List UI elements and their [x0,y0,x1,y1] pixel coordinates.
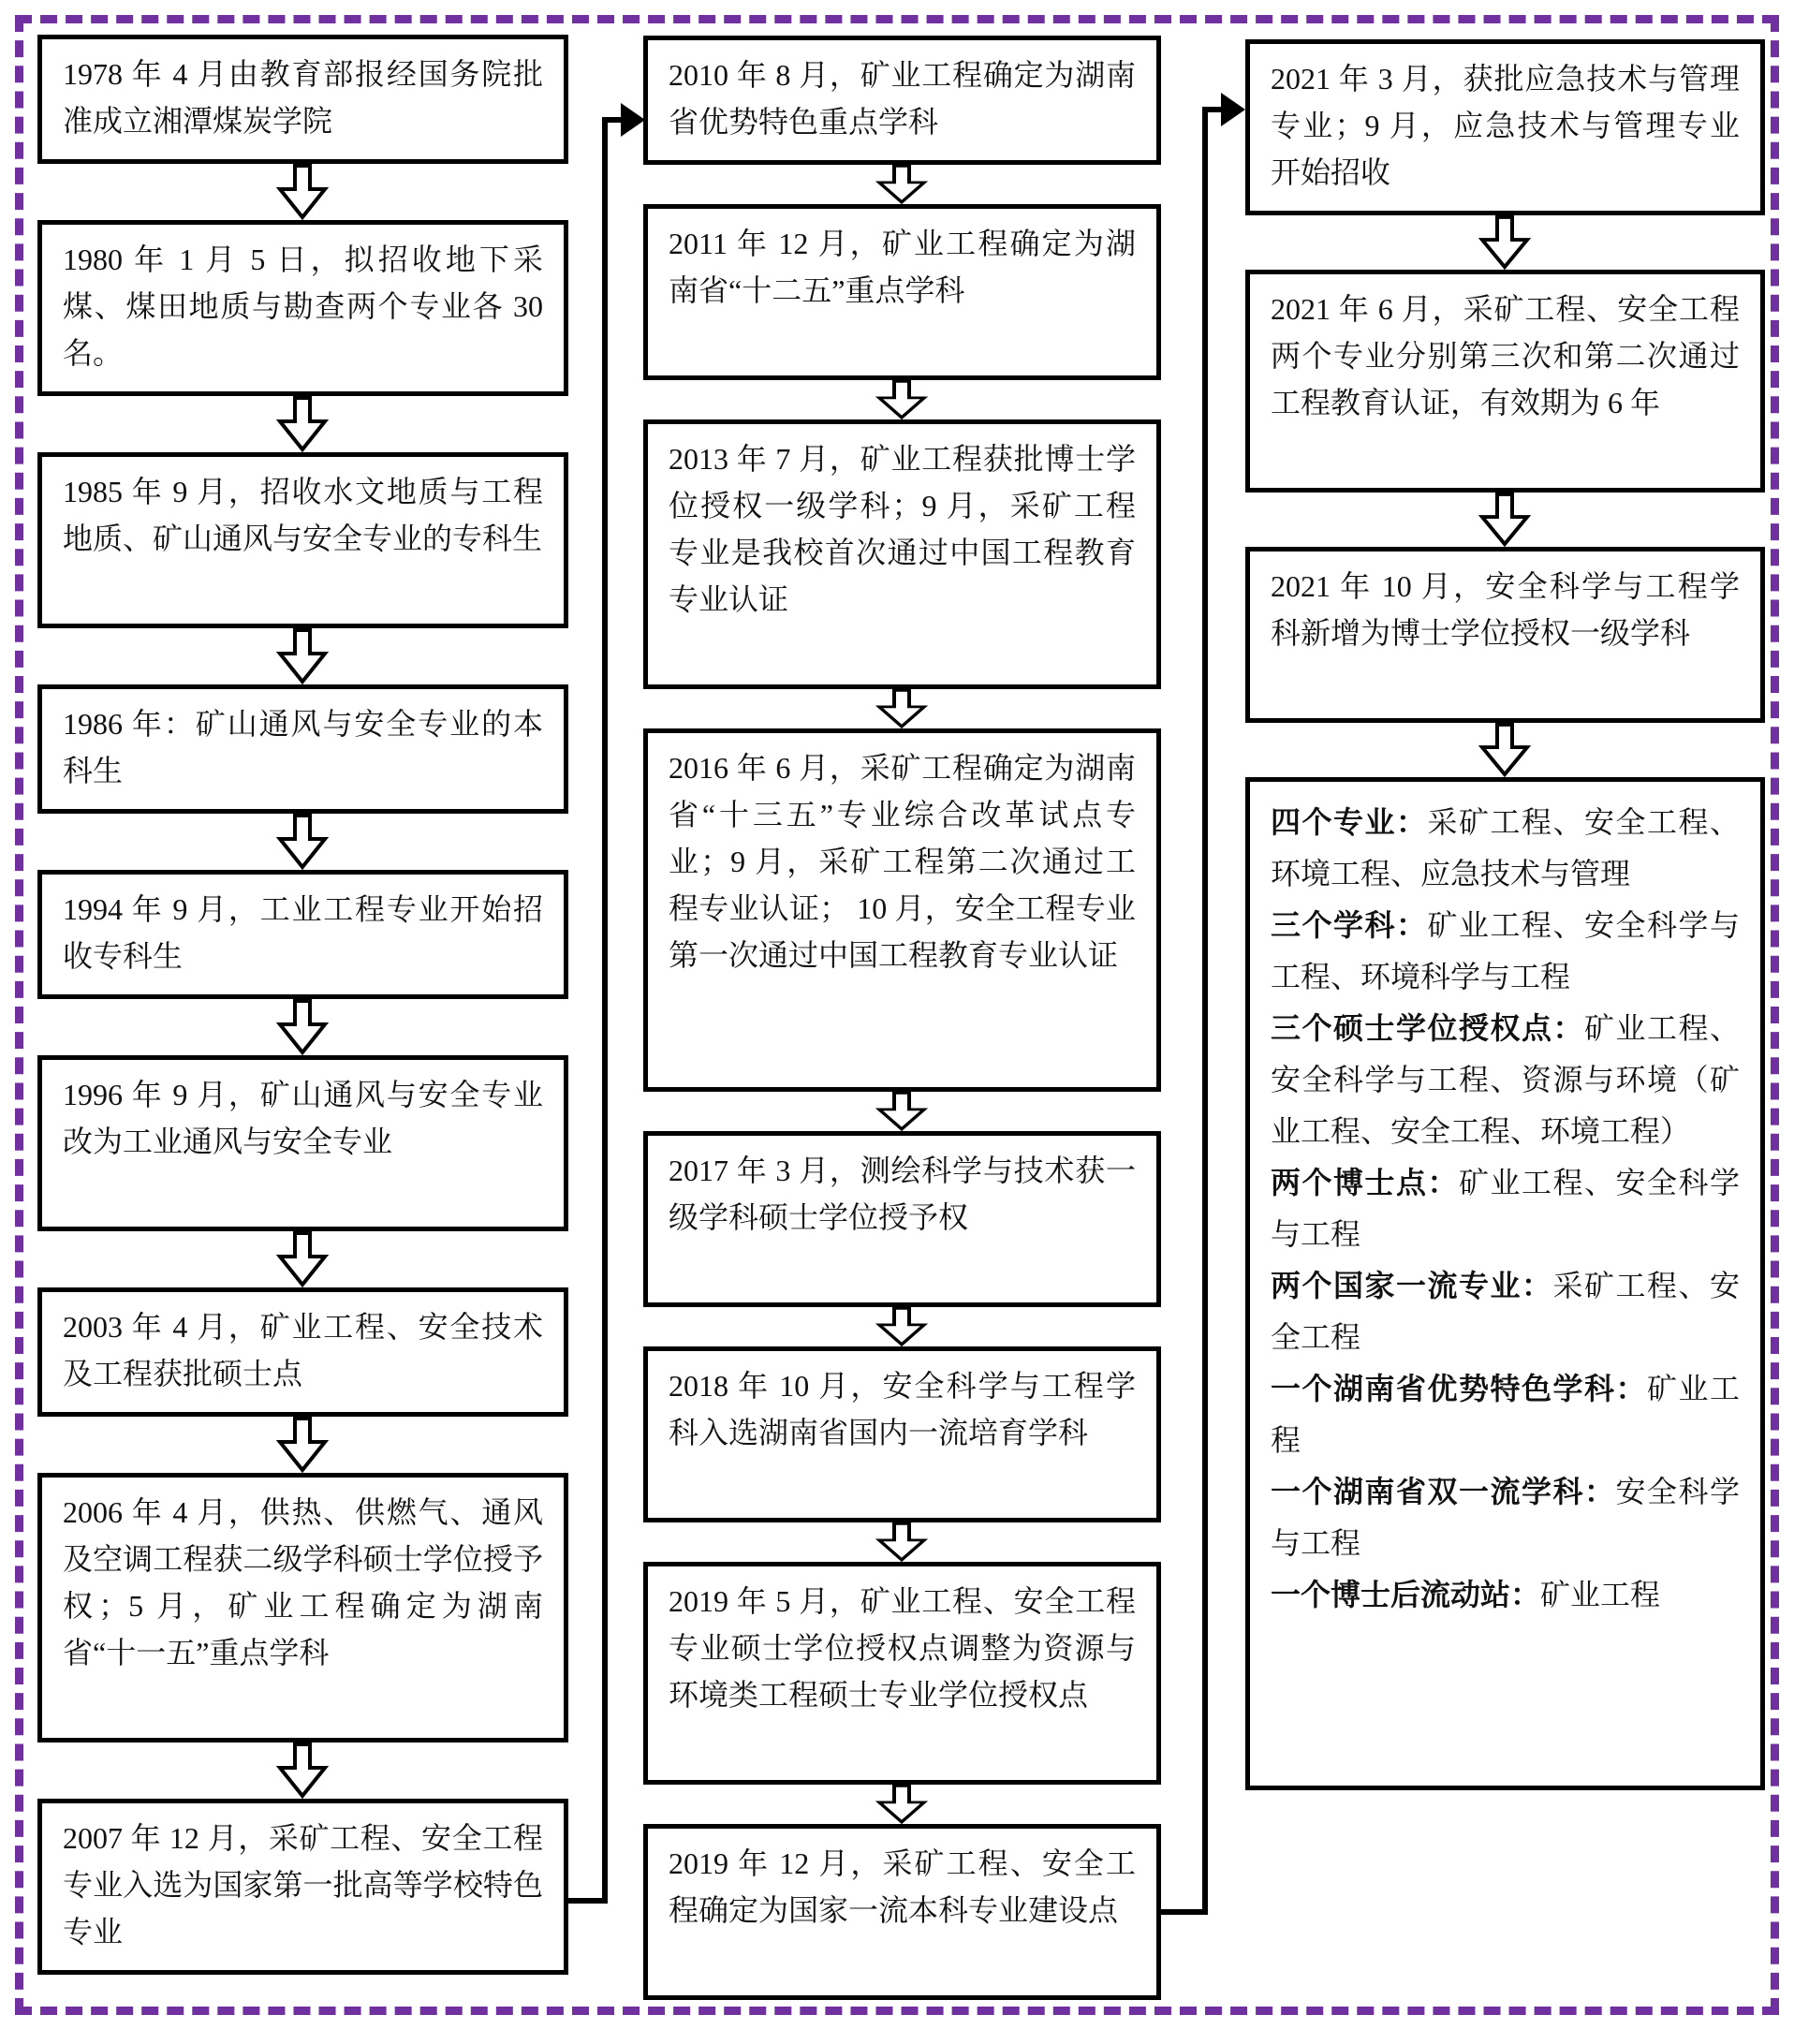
down-arrow-icon [875,380,928,419]
connector-left-to-middle-vertical [602,117,608,1904]
summary-label: 四个专业： [1271,805,1428,839]
summary-label: 两个博士点： [1271,1166,1459,1199]
summary-text: 矿业工程 [1540,1578,1661,1611]
down-arrow-icon [1478,493,1531,547]
right-arrowhead-icon [621,103,645,137]
summary-item [1271,1363,1740,1466]
down-arrow-icon [276,1417,329,1473]
event-box-2021-10: 2021 年 10 月，安全科学与工程学科新增为博士学位授权一级学科 [1245,547,1765,723]
summary-item [1271,797,1740,900]
event-box-2018: 2018 年 10 月，安全科学与工程学科入选湖南省国内一流培育学科 [643,1346,1161,1522]
event-box-2013: 2013 年 7 月，矿业工程获批博士学位授权一级学科；9 月，采矿工程专业是我校首次通过中国工程教育专业认证 [643,419,1161,689]
summary-box [1245,777,1765,1790]
event-box-1986: 1986 年：矿山通风与安全专业的本科生 [37,684,568,814]
summary-item [1271,1466,1740,1569]
summary-text: 采矿工程、安全工程、环境工程、应急技术与管理 [1271,805,1740,890]
summary-item [1271,900,1740,1003]
summary-text: 采矿工程、安全工程 [1271,1269,1740,1354]
event-box-2019-12: 2019 年 12 月，采矿工程、安全工程确定为国家一流本科专业建设点 [643,1824,1161,2000]
summary-text: 矿业工程、安全科学与工程、环境科学与工程 [1271,908,1740,993]
event-box-2010: 2010 年 8 月，矿业工程确定为湖南省优势特色重点学科 [643,36,1161,165]
down-arrow-icon [875,689,928,728]
down-arrow-icon [875,1307,928,1346]
down-arrow-icon [875,1092,928,1131]
down-arrow-icon [276,164,329,220]
event-box-2017: 2017 年 3 月，测绘科学与技术获一级学科硕士学位授予权 [643,1131,1161,1307]
connector-middle-to-right-bottom [1161,1909,1208,1915]
event-box-2011: 2011 年 12 月，矿业工程确定为湖南省“十二五”重点学科 [643,204,1161,380]
down-arrow-icon [276,999,329,1055]
event-box-2021-03: 2021 年 3 月，获批应急技术与管理专业；9 月，应急技术与管理专业开始招收 [1245,39,1765,215]
down-arrow-icon [1478,723,1531,777]
down-arrow-icon [1478,215,1531,270]
event-box-1996: 1996 年 9 月，矿山通风与安全专业改为工业通风与安全专业 [37,1055,568,1231]
summary-text: 矿业工程、安全科学与工程、资源与环境（矿业工程、安全工程、环境工程） [1271,1011,1740,1148]
down-arrow-icon [276,396,329,452]
down-arrow-icon [276,1743,329,1799]
summary-label: 一个博士后流动站： [1271,1578,1541,1611]
connector-middle-to-right-vertical [1202,107,1208,1915]
summary-item [1271,1569,1740,1621]
event-box-2019-05: 2019 年 5 月，矿业工程、安全工程专业硕士学位授权点调整为资源与环境类工程硕士专业学位授权点 [643,1562,1161,1785]
summary-label: 三个硕士学位授权点： [1271,1011,1584,1045]
down-arrow-icon [875,1522,928,1562]
down-arrow-icon [875,1785,928,1824]
event-box-1994: 1994 年 9 月，工业工程专业开始招收专科生 [37,870,568,999]
summary-label: 三个学科： [1271,908,1428,942]
down-arrow-icon [875,165,928,204]
event-box-1985: 1985 年 9 月，招收水文地质与工程地质、矿山通风与安全专业的专科生 [37,452,568,628]
event-box-2003: 2003 年 4 月，矿业工程、安全技术及工程获批硕士点 [37,1287,568,1417]
event-box-2016: 2016 年 6 月，采矿工程确定为湖南省“十三五”专业综合改革试点专业；9 月，采矿工程第二次通过工程专业认证； 10 月，安全工程专业第一次通过中国工程教育专业认证 [643,728,1161,1092]
summary-label: 一个湖南省优势特色学科： [1271,1372,1647,1405]
summary-text: 矿业工程、安全科学与工程 [1271,1166,1740,1251]
summary-item [1271,1157,1740,1260]
event-box-2006: 2006 年 4 月，供热、供燃气、通风及空调工程获二级学科硕士学位授予权；5 月，矿业工程确定为湖南省“十一五”重点学科 [37,1473,568,1743]
event-box-2021-06: 2021 年 6 月，采矿工程、安全工程两个专业分别第三次和第二次通过工程教育认证，有效期为 6 年 [1245,270,1765,493]
event-box-1980: 1980 年 1 月 5 日，拟招收地下采煤、煤田地质与勘查两个专业各 30 名。 [37,220,568,396]
summary-text: 矿业工程 [1271,1372,1740,1457]
summary-item [1271,1003,1740,1157]
down-arrow-icon [276,814,329,870]
event-box-2007: 2007 年 12 月，采矿工程、安全工程专业入选为国家第一批高等学校特色专业 [37,1799,568,1975]
right-arrowhead-icon [1221,93,1245,126]
down-arrow-icon [276,1231,329,1287]
summary-label: 一个湖南省双一流学科： [1271,1475,1616,1508]
event-box-1978: 1978 年 4 月由教育部报经国务院批准成立湘潭煤炭学院 [37,35,568,164]
summary-label: 两个国家一流专业： [1271,1269,1553,1302]
summary-text: 安全科学与工程 [1271,1475,1740,1560]
summary-item [1271,1260,1740,1363]
down-arrow-icon [276,628,329,684]
